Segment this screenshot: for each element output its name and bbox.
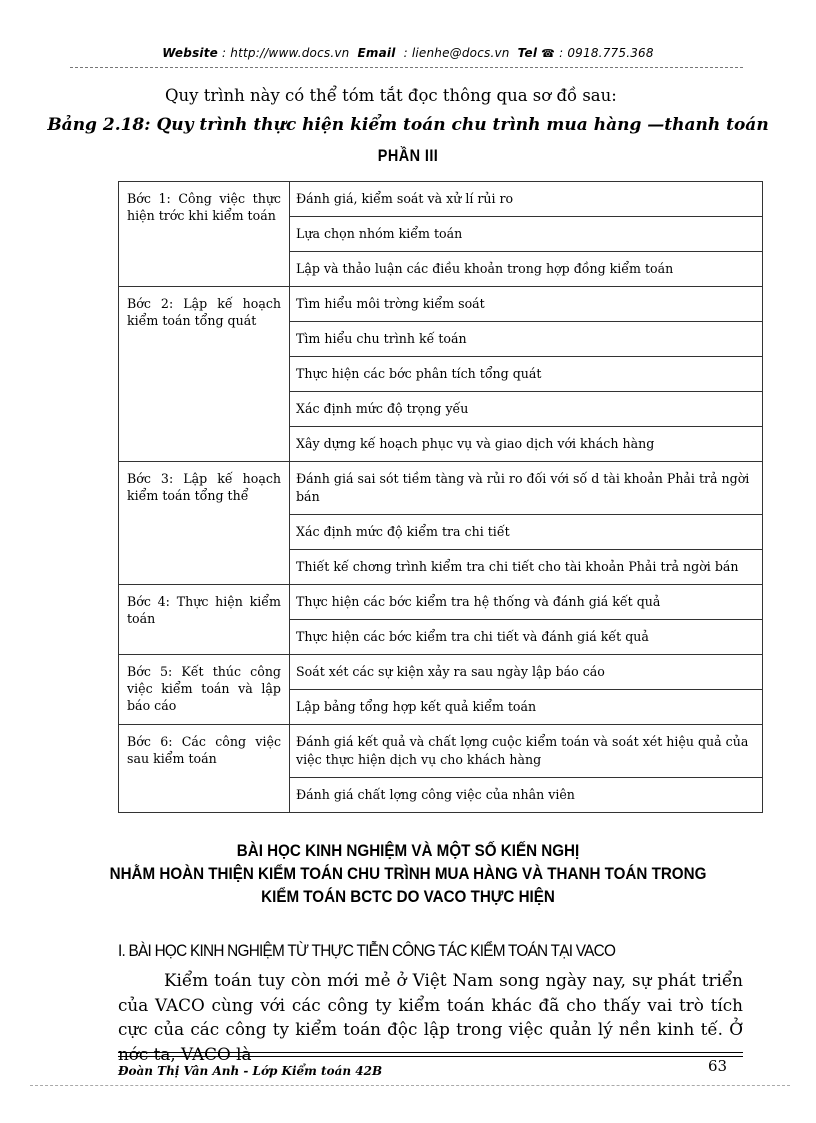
footer-divider-top [118,1052,743,1053]
section-title-line1: BÀI HỌC KINH NGHIỆM VÀ MỘT SỐ KIẾN NGHỊ [236,842,580,860]
bottom-divider [30,1085,790,1086]
table-row [119,585,763,620]
step-cell: Bớc 4: Thực hiện kiểm toán [119,585,290,655]
task-cell: Đánh giá chất lợng công việc của nhân viên [290,778,763,813]
task-cell: Lập bảng tổng hợp kết quả kiểm toán [290,690,763,725]
task-cell: Thực hiện các bớc phân tích tổng quát [290,357,763,392]
part-label: PHẦN III [377,146,439,165]
website-label: Website [162,46,218,60]
task-cell: Soát xét các sự kiện xảy ra sau ngày lập báo cáo [290,655,763,690]
task-cell: Đánh giá kết quả và chất lợng cuộc kiểm toán và soát xét hiệu quả của việc thực hiện dịch vụ cho khách hàng [290,725,763,778]
section-title-line3: KIỂM TOÁN BCTC DO VACO THỰC HIỆN [261,888,555,906]
task-cell: Đánh giá, kiểm soát và xử lí rủi ro [290,182,763,217]
page-header [0,46,816,60]
task-cell: Thực hiện các bớc kiểm tra chi tiết và đánh giá kết quả [290,620,763,655]
heading-1: I. BÀI HỌC KINH NGHIỆM TỪ THỰC TIỄN CÔNG TÁC KIỂM TOÁN TẠI VACO [118,942,616,960]
step-cell: Bớc 2: Lập kế hoạch kiểm toán tổng quát [119,287,290,462]
task-cell: Thực hiện các bớc kiểm tra hệ thống và đánh giá kết quả [290,585,763,620]
step-cell: Bớc 3: Lập kế hoạch kiểm toán tổng thể [119,462,290,585]
task-cell: Xác định mức độ trọng yếu [290,392,763,427]
email-value: : lienhe@docs.vn [403,46,510,60]
table-row [119,462,763,515]
paragraph-text: Kiểm toán tuy còn mới mẻ ở Việt Nam song ngày nay, sự phát triển của VACO cùng với các công ty kiểm toán khác đã cho thấy vai trò tích cực của các công ty kiểm toán độc lập trong việc quản lý nền kinh tế. Ở nớc ta, VACO là [118,970,743,1064]
task-cell: Thiết kế chơng trình kiểm tra chi tiết cho tài khoản Phải trả ngời bán [290,550,763,585]
footer-divider-bottom [118,1056,743,1057]
step-cell: Bớc 1: Công việc thực hiện trớc khi kiểm toán [119,182,290,287]
section-title-line2: NHẰM HOÀN THIỆN KIỂM TOÁN CHU TRÌNH MUA HÀNG VÀ THANH TOÁN TRONG [109,865,707,883]
intro-text: Quy trình này có thể tóm tắt đọc thông qua sơ đồ sau: [165,86,617,105]
footer-author: Đoàn Thị Vân Anh - Lớp Kiểm toán 42B [118,1064,383,1078]
task-cell: Lập và thảo luận các điều khoản trong hợp đồng kiểm toán [290,252,763,287]
task-cell: Xác định mức độ kiểm tra chi tiết [290,515,763,550]
table-row [119,182,763,217]
step-cell: Bớc 5: Kết thúc công việc kiểm toán và lập báo cáo [119,655,290,725]
tel-value: : 0918.775.368 [559,46,654,60]
email-label: Email [357,46,396,60]
table-row [119,725,763,778]
task-cell: Xây dựng kế hoạch phục vụ và giao dịch với khách hàng [290,427,763,462]
process-table [118,181,763,813]
table-row [119,655,763,690]
header-divider [70,67,743,68]
website-value: : http://www.docs.vn [222,46,350,60]
task-cell: Lựa chọn nhóm kiểm toán [290,217,763,252]
table-caption: Bảng 2.18: Quy trình thực hiện kiểm toán chu trình mua hàng —thanh toán [47,115,769,135]
phone-icon: ☎ [541,47,556,60]
page-number: 63 [708,1057,728,1075]
step-cell: Bớc 6: Các công việc sau kiểm toán [119,725,290,813]
task-cell: Tìm hiểu môi trờng kiểm soát [290,287,763,322]
tel-label: Tel [517,46,538,60]
table-row [119,287,763,322]
task-cell: Tìm hiểu chu trình kế toán [290,322,763,357]
task-cell: Đánh giá sai sót tiềm tàng và rủi ro đối với số d tài khoản Phải trả ngời bán [290,462,763,515]
